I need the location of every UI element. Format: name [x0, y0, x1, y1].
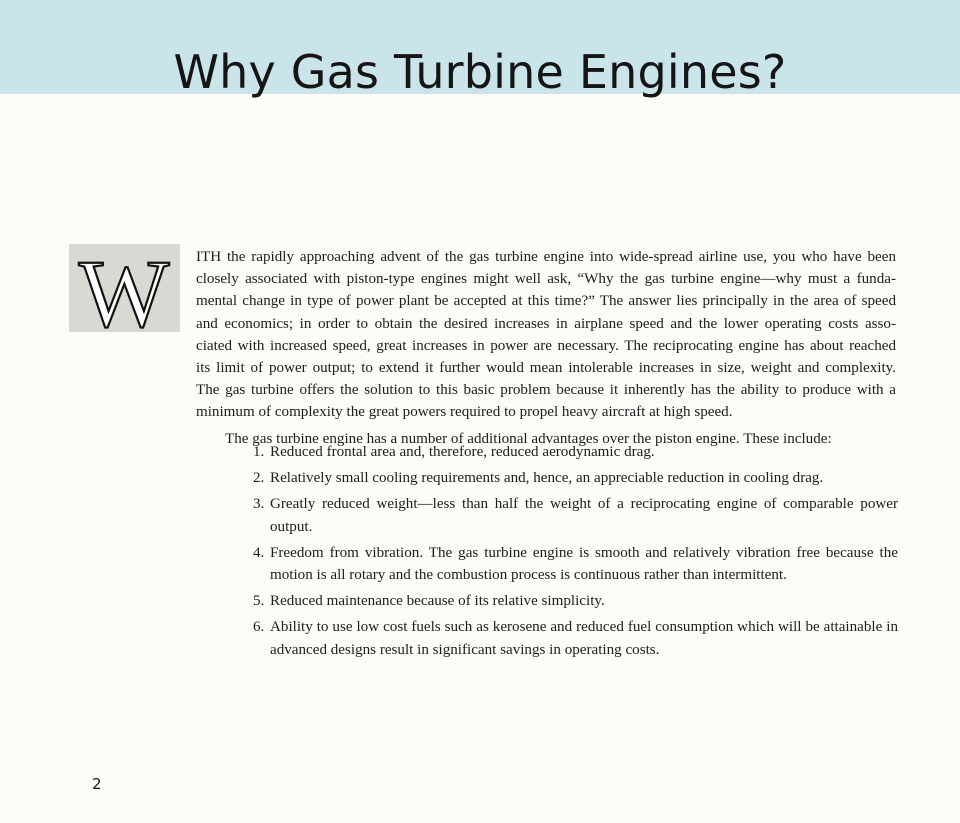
list-item	[253, 467, 898, 489]
list-item	[253, 616, 898, 660]
intro-line: its limit of power output; to extend it further would mean intolerable increases in size, weight and complexity.	[196, 360, 896, 377]
list-number: 5.	[253, 593, 265, 610]
list-text: Freedom from vibration. The gas turbine engine is smooth and relatively vibration free because the motion is all rotary and the combustion process is continuous rather than intermittent.	[270, 544, 898, 584]
svg-text:W: W	[78, 244, 170, 332]
drop-cap-letter	[69, 244, 180, 332]
list-item	[253, 590, 898, 612]
list-text: Reduced maintenance because of its relative simplicity.	[270, 593, 605, 610]
intro-line: and economics; in order to obtain the desired increases in airplane speed and the lower operating costs asso-	[196, 315, 896, 332]
list-number: 3.	[253, 496, 265, 513]
intro-paragraph	[196, 246, 896, 424]
advantages-list	[253, 441, 898, 665]
list-item	[253, 493, 898, 537]
intro-line: minimum of complexity the great powers required to propel heavy aircraft at high speed.	[196, 404, 733, 421]
list-number: 4.	[253, 544, 265, 561]
intro-line: The gas turbine offers the solution to this basic problem because it inherently has the ability to produce with a	[196, 382, 896, 399]
list-text: Ability to use low cost fuels such as kerosene and reduced fuel consumption which will be attainable in advanced designs result in significant savings in operating costs.	[270, 619, 898, 658]
list-text: Relatively small cooling requirements and, hence, an appreciable reduction in cooling drag.	[270, 470, 824, 487]
intro-line: mental change in type of power plant be accepted at this time?” The answer lies principally in the area of speed	[196, 293, 896, 310]
list-number: 1.	[253, 444, 265, 460]
intro-line: ciated with increased speed, great increases in power are necessary. The reciprocating engine has about reached	[196, 337, 896, 354]
list-item	[253, 542, 898, 586]
drop-cap-block	[69, 244, 180, 332]
list-text: Reduced frontal area and, therefore, reduced aerodynamic drag.	[270, 444, 655, 460]
page-title: Why Gas Turbine Engines?	[173, 44, 787, 99]
body-text	[196, 246, 896, 450]
list-number: 6.	[253, 619, 265, 636]
list-item	[253, 441, 898, 463]
list-number: 2.	[253, 470, 265, 487]
page-number: 2	[92, 775, 102, 793]
intro-line: closely associated with piston-type engines might well ask, “Why the gas turbine engine—why must a funda-	[196, 271, 896, 288]
advantages-intro: The gas turbine engine has a number of additional advantages over the piston engine. These include:	[225, 430, 832, 447]
list-text: Greatly reduced weight—less than half the weight of a reciprocating engine of comparable power output.	[270, 496, 898, 535]
intro-line: ITH the rapidly approaching advent of the gas turbine engine into wide-spread airline use, you who have been	[196, 249, 896, 265]
